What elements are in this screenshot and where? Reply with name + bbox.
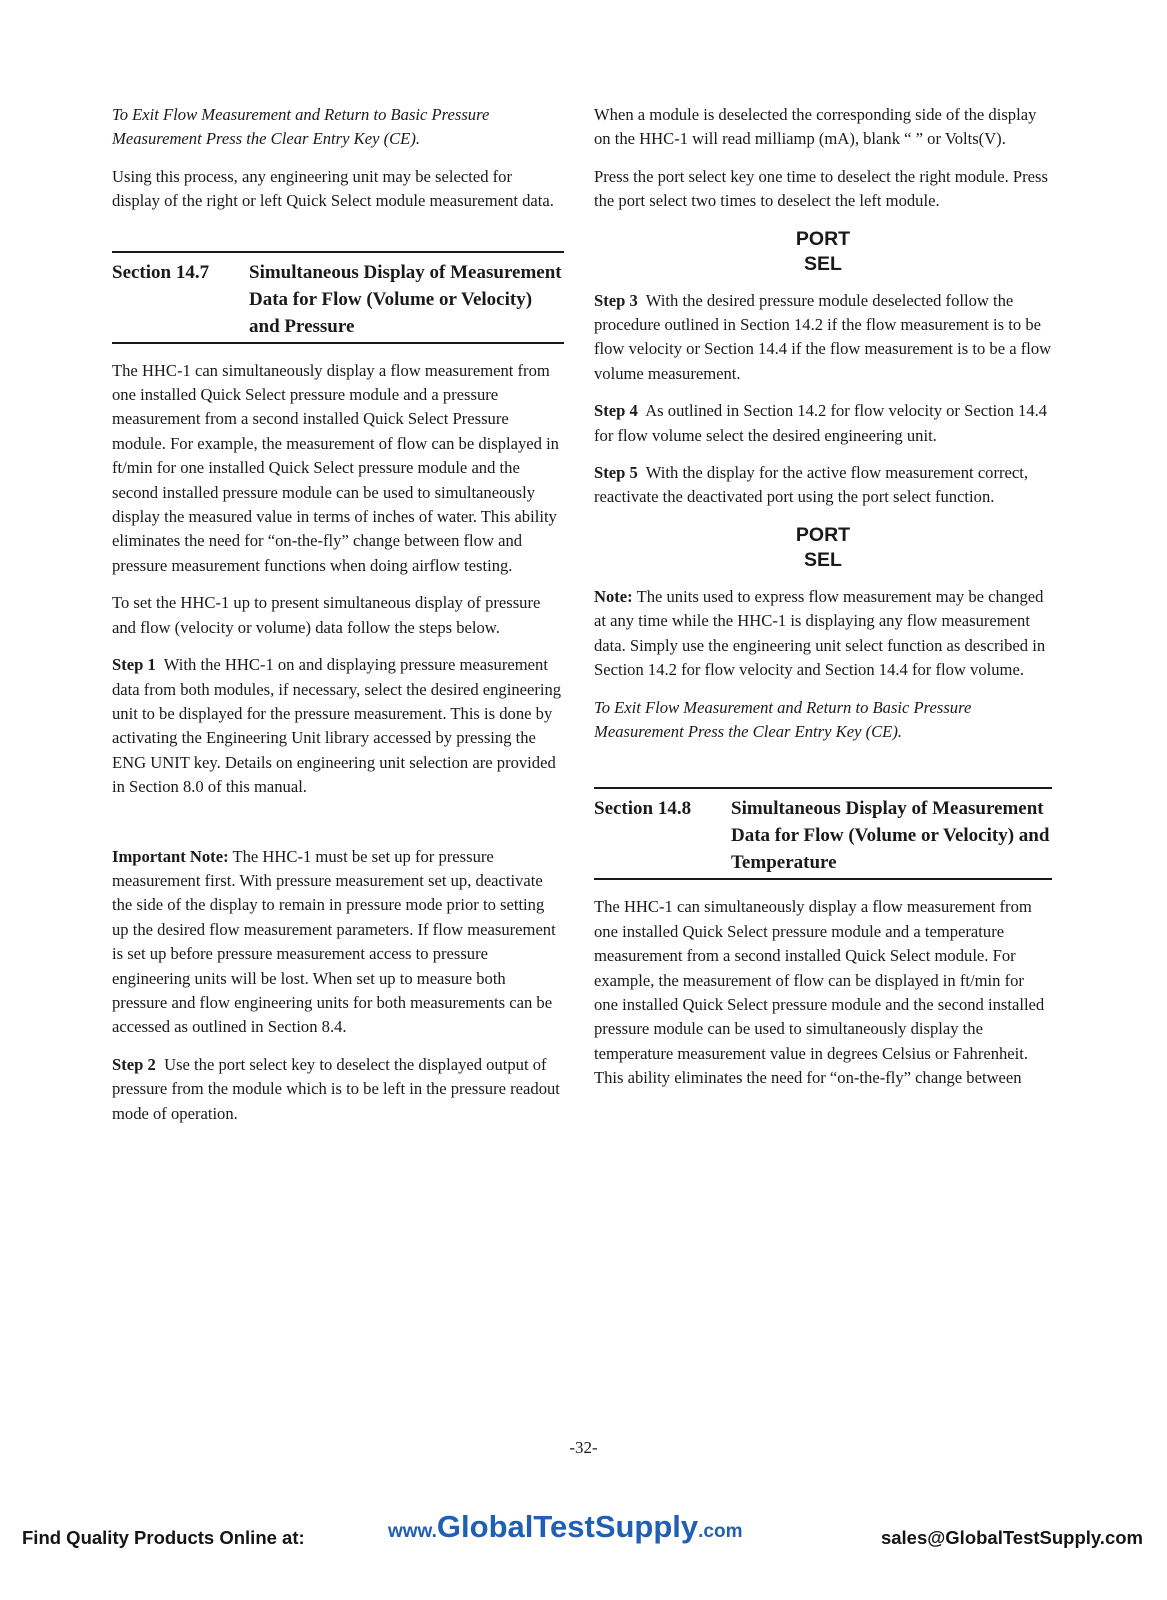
step-1 xyxy=(112,653,564,799)
step-3 xyxy=(594,289,1052,387)
step-label: Step 1 xyxy=(112,655,156,675)
step-label: Step 5 xyxy=(594,463,638,483)
key-line-1: PORT xyxy=(795,523,851,546)
step-2 xyxy=(112,1053,564,1126)
footer-tagline: Find Quality Products Online at: xyxy=(22,1527,305,1548)
step-text: With the display for the active flow measurement correct, reactivate the deactivated port using the port select function. xyxy=(594,463,1029,507)
section-title: Simultaneous Display of Measurement Data for Flow (Volume or Velocity) and Temperature xyxy=(731,798,1050,874)
note-text: The units used to express flow measurement may be changed at any time while the HHC-1 is displaying any flow measurement data. Simply use the engineering unit select function as described in Section 14.2 for flow velocity and Section 14.4 for flow volume. xyxy=(594,586,1046,680)
section-number: Section 14.7 xyxy=(112,261,210,283)
url-suffix: .com xyxy=(698,1521,743,1542)
exit-flow-note: To Exit Flow Measurement and Return to Basic Pressure Measurement Press the Clear Entry Key (CE). xyxy=(594,697,972,741)
url-prefix: www. xyxy=(388,1521,437,1542)
step-5 xyxy=(594,461,1052,510)
step-text: With the desired pressure module deselected follow the procedure outlined in Section 14.2 if the flow measurement is to be flow velocity or Section 14.4 if the flow measurement is to be a flow volume measurement. xyxy=(594,290,1052,383)
temperature-intro-paragraph: The HHC-1 can simultaneously display a flow measurement from one installed Quick Select pressure module and a temperature measurement from a second installed Quick Select module. For example, the measurement of flow can be displayed in ft/min for one installed Quick Select pressure module and the second installed pressure module can be used to simultaneously display the temperature measurement value in degrees Celsius or Fahrenheit. This ability eliminates the need for “on-the-fly” change between xyxy=(594,897,1045,1088)
key-line-2: SEL xyxy=(804,252,842,275)
step-text: Use the port select key to deselect the displayed output of pressure from the module which is to be left in the pressure readout mode of operation. xyxy=(112,1054,560,1123)
step-text: With the HHC-1 on and displaying pressure measurement data from both modules, if necessary, select the desired engineering unit to be displayed for the pressure measurement. This is done by activating the Engineering Unit library accessed by pressing the ENG UNIT key. Details on engineering unit selection are provided in Section 8.0 of this manual. xyxy=(112,655,562,797)
intro-paragraph: The HHC-1 can simultaneously display a flow measurement from one installed Quick Select pressure module and a pressure measurement from a second installed Quick Select Pressure module. For example, the measurement of flow can be displayed in ft/min for one installed Quick Select pressure module and the second installed pressure module can be used to simultaneously display the measured value in terms of inches of water. This ability eliminates the need for “on-the-fly” change between flow and pressure measurement functions when doing airflow testing. xyxy=(112,360,559,575)
step-4 xyxy=(594,399,1052,448)
key-line-2: SEL xyxy=(804,548,842,571)
setup-paragraph: To set the HHC-1 up to present simultaneous display of pressure and flow (velocity or volume) data follow the steps below. xyxy=(112,593,541,637)
footer-website-link[interactable] xyxy=(388,1509,743,1545)
deselect-paragraph: When a module is deselected the corresponding side of the display on the HHC-1 will read milliamp (mA), blank “ ” or Volts(V). xyxy=(594,105,1037,149)
key-line-1: PORT xyxy=(795,227,851,250)
footer xyxy=(0,1509,1167,1569)
section-heading-14-8 xyxy=(594,789,1052,878)
footer-email-link[interactable]: sales@GlobalTestSupply.com xyxy=(880,1527,1143,1548)
step-label: Step 4 xyxy=(594,401,638,421)
port-sel-key xyxy=(594,227,1052,277)
section-number: Section 14.8 xyxy=(594,798,692,820)
important-note-text: The HHC-1 must be set up for pressure measurement first. With pressure measurement set up, deactivate the side of the display to remain in pressure mode prior to setting up the desired flow measurement parameters. If flow measurement is set up before pressure measurement access to pressure engineering units will be lost. When set up to measure both pressure and flow engineering units for both measurements can be accessed as outlined in Section 8.4. xyxy=(112,846,556,1037)
engineering-unit-paragraph: Using this process, any engineering unit may be selected for display of the right or left Quick Select module measurement data. xyxy=(112,166,554,211)
important-note-label: Important Note: xyxy=(112,846,229,866)
step-text: As outlined in Section 14.2 for flow velocity or Section 14.4 for flow volume select the desired engineering unit. xyxy=(594,401,1048,445)
right-column xyxy=(594,103,1052,1104)
step-label: Step 3 xyxy=(594,290,638,310)
important-note xyxy=(112,845,564,1040)
step-label: Step 2 xyxy=(112,1054,156,1074)
section-title: Simultaneous Display of Measurement Data for Flow (Volume or Velocity) and Pressure xyxy=(249,261,562,337)
page-number: -32- xyxy=(569,1438,598,1457)
exit-flow-note: To Exit Flow Measurement and Return to Basic Pressure Measurement Press the Clear Entry Key (CE). xyxy=(112,105,490,149)
left-column xyxy=(112,103,564,1139)
units-note xyxy=(594,585,1052,683)
port-sel-key xyxy=(594,523,1052,573)
section-heading-14-7 xyxy=(112,253,564,342)
note-label: Note: xyxy=(594,586,633,606)
url-main: GlobalTestSupply xyxy=(436,1509,699,1544)
port-select-paragraph: Press the port select key one time to deselect the right module. Press the port select two times to deselect the left module. xyxy=(594,166,1048,211)
